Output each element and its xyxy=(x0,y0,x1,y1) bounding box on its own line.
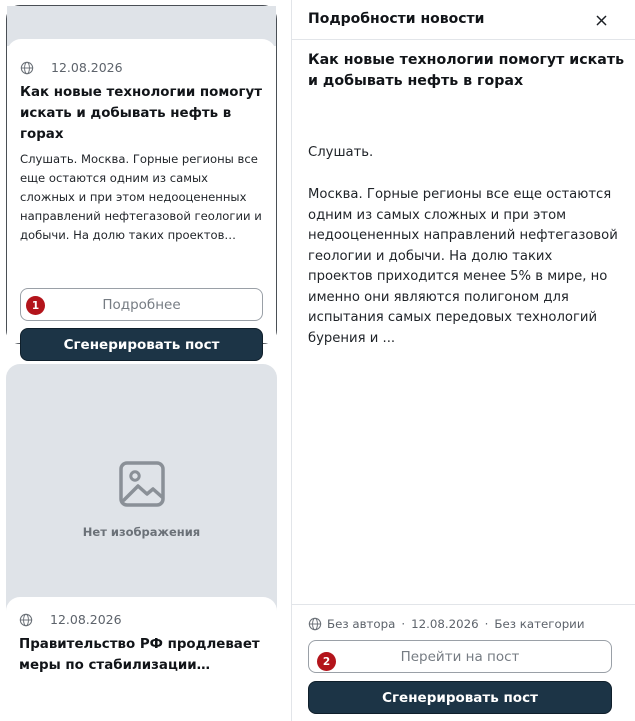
news-card-excerpt: Слушать. Москва. Горные регионы все еще остаются одним из самых сложных и при этом недооцененных направлений нефтегазовой геологии и добычи. На долю таких проектов… xyxy=(20,152,262,242)
generate-post-button[interactable]: Сгенерировать пост xyxy=(20,328,263,361)
news-card-date: 12.08.2026 xyxy=(50,612,122,627)
news-title: Как новые технологии помогут искать и добывать нефть в горах xyxy=(308,52,625,89)
close-button[interactable] xyxy=(593,12,609,28)
news-body: Москва. Горные регионы все еще остаются одним из самых сложных и при этом недооцененных направлений нефтегазовой геологии и добычи. На долю таких проектов приходится менее 5% в мире, но именно они являются полигоном для испытания самых передовых технологий бурения и ... xyxy=(308,187,618,346)
news-meta xyxy=(308,617,585,631)
globe-icon xyxy=(20,61,34,75)
news-card-date: 12.08.2026 xyxy=(51,60,123,75)
close-icon xyxy=(596,15,607,26)
news-card-meta xyxy=(20,60,123,75)
annotation-badge: 1 xyxy=(26,296,45,315)
news-category: Без категории xyxy=(494,617,585,631)
news-feed xyxy=(0,0,291,721)
no-image-label: Нет изображения xyxy=(82,524,201,539)
globe-icon xyxy=(308,617,322,631)
annotation-badge: 2 xyxy=(317,652,336,671)
panel-header xyxy=(292,0,635,40)
news-author: Без автора xyxy=(327,617,396,631)
news-card-meta xyxy=(19,612,122,627)
news-date: 12.08.2026 xyxy=(411,617,479,631)
news-card-title[interactable]: Правительство РФ продлевает меры по стабилизации… xyxy=(19,637,260,673)
listen-link[interactable]: Слушать. xyxy=(308,145,374,160)
more-button[interactable]: Подробнее xyxy=(20,288,263,321)
meta-separator: · xyxy=(401,617,406,631)
meta-separator: · xyxy=(484,617,489,631)
news-details-panel xyxy=(292,0,635,721)
panel-title: Подробности новости xyxy=(308,11,485,27)
globe-icon xyxy=(19,613,33,627)
panel-footer xyxy=(292,604,635,721)
news-card-body xyxy=(7,39,276,353)
news-card[interactable] xyxy=(6,5,277,353)
goto-post-button[interactable]: Перейти на пост xyxy=(308,640,612,673)
news-card-body xyxy=(6,597,277,704)
image-icon xyxy=(118,460,166,508)
news-card[interactable] xyxy=(6,364,277,704)
news-card-title[interactable]: Как новые технологии помогут искать и добывать нефть в горах xyxy=(20,85,262,142)
generate-post-button[interactable]: Сгенерировать пост xyxy=(308,681,612,714)
image-placeholder xyxy=(6,364,277,604)
